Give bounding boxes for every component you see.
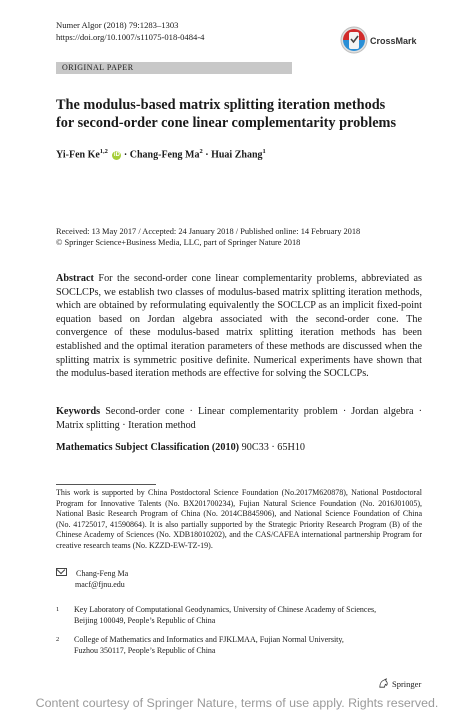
author-affiliation-marker: 2 bbox=[199, 148, 203, 155]
corresponding-author bbox=[56, 568, 128, 590]
title-line: for second-order cone linear complementarity problems bbox=[56, 115, 397, 131]
author-affiliation-marker: 1 bbox=[262, 148, 266, 155]
affiliation-line: Fuzhou 350117, People’s Republic of China bbox=[74, 646, 216, 655]
journal-header bbox=[56, 19, 204, 43]
funding-note: This work is supported by China Postdoctoral Science Foundation (No.2017M620878), National Postdoctoral Program for Innovative Talents (No. BX201700234), Fujian Natural Science Foundation (No. 2016J01005), National Basic Research Program of China (No. 2014CB845906), and National Science Foundation of China (No. 41725017, 41590864). It is also partially supported by the Strategic Priority Research Program (B) of the Chinese Academy of Sciences (No. XDB18010202), and the CAS/CAFEA international partnership Program for creative research teams (No. KZZD-EW-TZ-19). bbox=[56, 488, 422, 550]
msc-codes: 90C33 · 65H10 bbox=[241, 442, 306, 453]
author-name[interactable]: Chang-Feng Ma bbox=[129, 149, 200, 161]
journal-doi[interactable]: https://doi.org/10.1007/s11075-018-0484-4 bbox=[56, 32, 205, 42]
affiliation-line: Key Laboratory of Computational Geodynamics, University of Chinese Academy of Sciences, bbox=[74, 605, 377, 614]
author-name[interactable]: Huai Zhang bbox=[211, 149, 263, 161]
journal-citation: Numer Algor (2018) 79:1283–1303 bbox=[56, 20, 179, 30]
abstract-text: For the second-order cone linear complementarity problems, abbreviated as SOCLCPs, we establish two classes of modulus-based matrix splitting iteration methods, which are obtained by reformulating equivalently the SOCLCP as an implicit fixed-point equation based on Jordan algebra associated with the second-order cone. The convergence of these modulus-based matrix splitting iteration methods has been established and the optimal iteration parameters of these methods are discussed when the splitting matrix is symmetric positive definite. Numerical experiments have shown that the modulus-based iteration methods are effective for solving the SOCLCPs. bbox=[56, 273, 423, 380]
article-type-label: ORIGINAL PAPER bbox=[62, 63, 134, 72]
envelope-icon bbox=[56, 568, 67, 576]
msc-classification bbox=[56, 441, 422, 455]
abstract-label: Abstract bbox=[56, 273, 94, 284]
publisher-logo bbox=[378, 678, 421, 689]
crossmark-icon bbox=[340, 26, 368, 56]
affiliation bbox=[56, 634, 422, 656]
keywords-text: Second-order cone · Linear complementarity problem · Jordan algebra · Matrix splitting · Iteration method bbox=[56, 406, 423, 431]
keywords-label: Keywords bbox=[56, 406, 101, 417]
springer-horse-icon bbox=[378, 678, 389, 689]
author-separator: · bbox=[123, 149, 128, 161]
affiliation-number: 2 bbox=[56, 636, 60, 643]
keywords bbox=[56, 405, 422, 432]
footnote-divider bbox=[56, 484, 156, 485]
affiliation bbox=[56, 604, 422, 626]
history-dates: Received: 13 May 2017 / Accepted: 24 January 2018 / Published online: 14 February 2018 bbox=[56, 227, 361, 236]
crossmark-label: CrossMark bbox=[370, 36, 417, 46]
msc-label: Mathematics Subject Classification (2010) bbox=[56, 442, 240, 453]
author-name[interactable]: Yi-Fen Ke bbox=[56, 149, 100, 161]
corresponding-name: Chang-Feng Ma bbox=[76, 569, 129, 578]
publisher-name: Springer bbox=[392, 678, 422, 689]
paper-title bbox=[56, 96, 436, 132]
crossmark-badge[interactable] bbox=[340, 24, 450, 58]
author-separator: · bbox=[205, 149, 209, 161]
affiliation-line: College of Mathematics and Informatics and FJKLMAA, Fujian Normal University, bbox=[74, 635, 344, 644]
courtesy-notice: Content courtesy of Springer Nature, terms of use apply. Rights reserved. bbox=[35, 696, 439, 710]
publication-dates bbox=[56, 226, 436, 249]
author-list bbox=[56, 148, 266, 160]
abstract bbox=[56, 272, 422, 381]
author-affiliation-marker: 1,2 bbox=[99, 148, 108, 155]
corresponding-email[interactable]: macf@fjnu.edu bbox=[75, 580, 125, 589]
copyright: © Springer Science+Business Media, LLC, part of Springer Nature 2018 bbox=[56, 238, 301, 248]
affiliation-number: 1 bbox=[56, 606, 60, 613]
orcid-icon[interactable]: iD bbox=[113, 152, 120, 159]
affiliation-line: Beijing 100049, People’s Republic of China bbox=[74, 616, 216, 625]
title-line: The modulus-based matrix splitting iteration methods bbox=[56, 97, 386, 113]
